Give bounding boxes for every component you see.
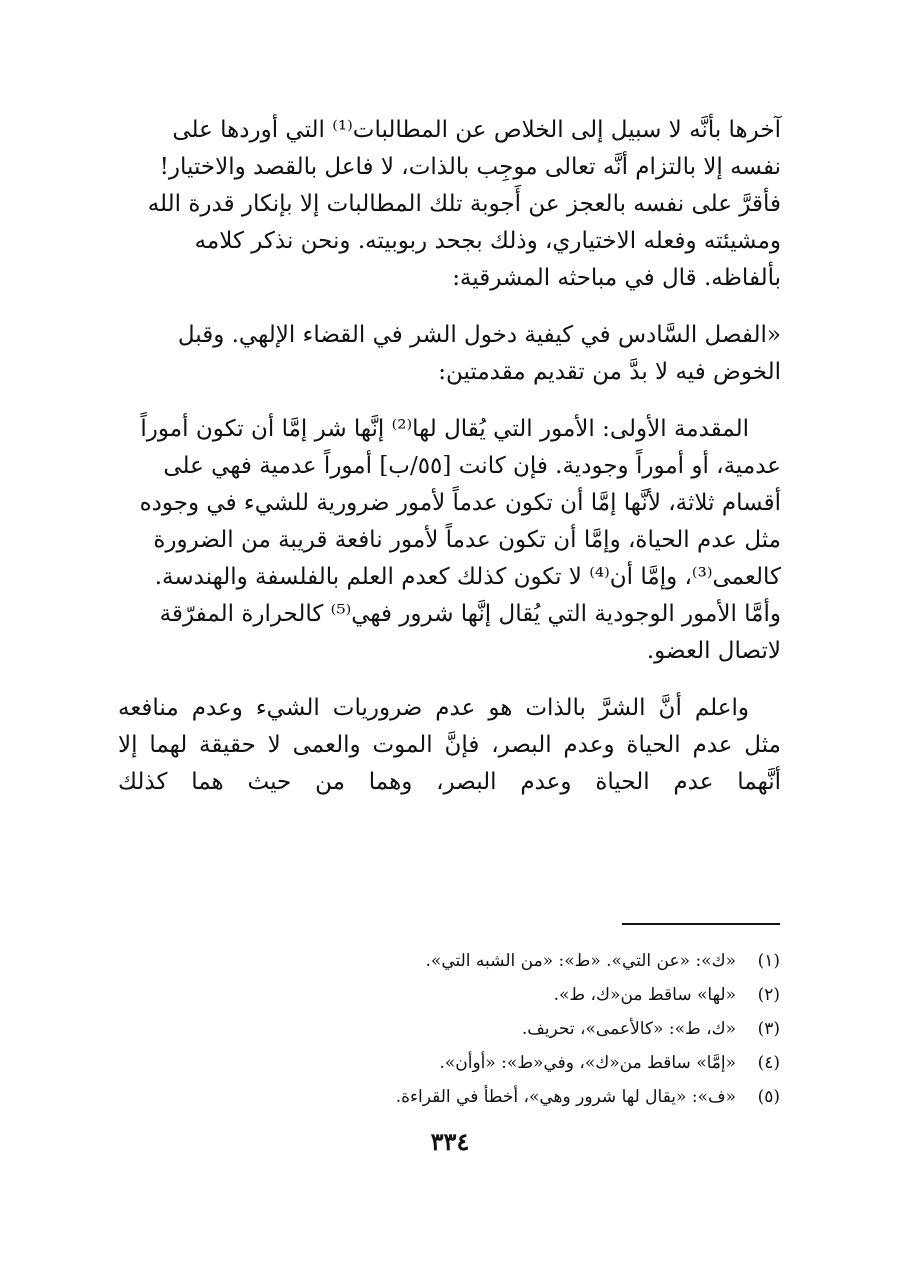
footnote-item (180, 1012, 780, 1046)
footnotes-list (180, 944, 780, 1114)
text-line: أقسام ثلاثة، لأنَّها إمَّا أن تكون عدماً لأمور ضرورية للشيء في وجوده (139, 490, 781, 516)
text-line: بألفاظه. قال في مباحثه المشرقية: (452, 265, 781, 291)
footnote-text: «ك»: «عن التي». «ط»: «من الشبه التي». (425, 951, 736, 971)
paragraph-4 (118, 690, 781, 801)
text-line: أنَّهما عدم الحياة وعدم البصر، وهما من حيث هما كذلك (118, 769, 781, 795)
footnote-item (180, 1046, 780, 1080)
text-line: «الفصل السَّادس في كيفية دخول الشر في القضاء الإلهي. وقبل (177, 322, 781, 348)
page-number: ٣٣٤ (430, 1127, 470, 1156)
footnote-number: (٣) (757, 1019, 780, 1039)
text-line: مثل عدم الحياة، وإمَّا أن تكون عدماً لأمور نافعة قريبة من الضرورة (153, 527, 781, 553)
paragraph-3 (118, 411, 781, 670)
text-line: نفسه إلا بالتزام أنَّه تعالى موجِب بالذات، لا فاعل بالقصد والاختيار! (159, 154, 781, 180)
footnote-number: (٤) (757, 1053, 780, 1073)
text-line: ومشيئته وفعله الاختياري، وذلك بجحد ربوبيته. ونحن نذكر كلامه (194, 228, 781, 254)
footnote-text: «إمَّا» ساقط من«ك»، وفي«ط»: «أوأن». (439, 1053, 736, 1073)
text-line: الخوض فيه لا بدَّ من تقديم مقدمتين: (438, 359, 781, 385)
text-line: واعلم أنَّ الشرَّ بالذات هو عدم ضروريات الشيء وعدم منافعه (118, 695, 749, 721)
footnote-text: «ف»: «يقال لها شرور وهي»، أخطأ في القراءة. (395, 1087, 736, 1107)
footnote-text: «ك، ط»: «كالأعمى»، تحريف. (521, 1019, 736, 1039)
footnote-item (180, 978, 780, 1012)
footnote-number: (٢) (757, 985, 780, 1005)
text-line: المقدمة الأولى: الأمور التي يُقال لها⁽²⁾ إنَّها شر إمَّا أن تكون أموراً (140, 416, 749, 442)
paragraph-2 (118, 317, 781, 391)
text-line: عدمية، أو أموراً وجودية. فإن كانت [٥٥/ب] أموراً عدمية فهي على (163, 453, 781, 479)
footnote-number: (١) (757, 951, 780, 971)
footnote-number: (٥) (757, 1087, 780, 1107)
main-text (118, 112, 781, 801)
text-line: كالعمى⁽³⁾، وإمَّا أن⁽⁴⁾ لا تكون كذلك كعدم العلم بالفلسفة والهندسة. (154, 564, 781, 590)
footnote-text: «لها» ساقط من«ك، ط». (553, 985, 736, 1005)
paragraph-gap (118, 670, 781, 690)
text-line: فأقرَّ على نفسه بالعجز عن أَجوبة تلك المطالبات إلا بإنكار قدرة الله (147, 191, 781, 217)
footnote-item (180, 944, 780, 978)
paragraph-gap (118, 391, 781, 411)
footnote-divider (622, 923, 780, 925)
text-line: مثل عدم الحياة وعدم البصر، فإنَّ الموت والعمى لا حقيقة لهما إلا (118, 732, 781, 758)
footnote-item (180, 1080, 780, 1114)
paragraph-gap (118, 297, 781, 317)
paragraph-1 (118, 112, 781, 297)
text-line: لاتصال العضو. (646, 638, 781, 664)
text-line: آخرها بأنَّه لا سبيل إلى الخلاص عن المطالبات⁽¹⁾ التي أوردها على (172, 117, 781, 143)
text-line: وأمَّا الأمور الوجودية التي يُقال إنَّها شرور فهي⁽⁵⁾ كالحرارة المفرّقة (159, 601, 781, 627)
